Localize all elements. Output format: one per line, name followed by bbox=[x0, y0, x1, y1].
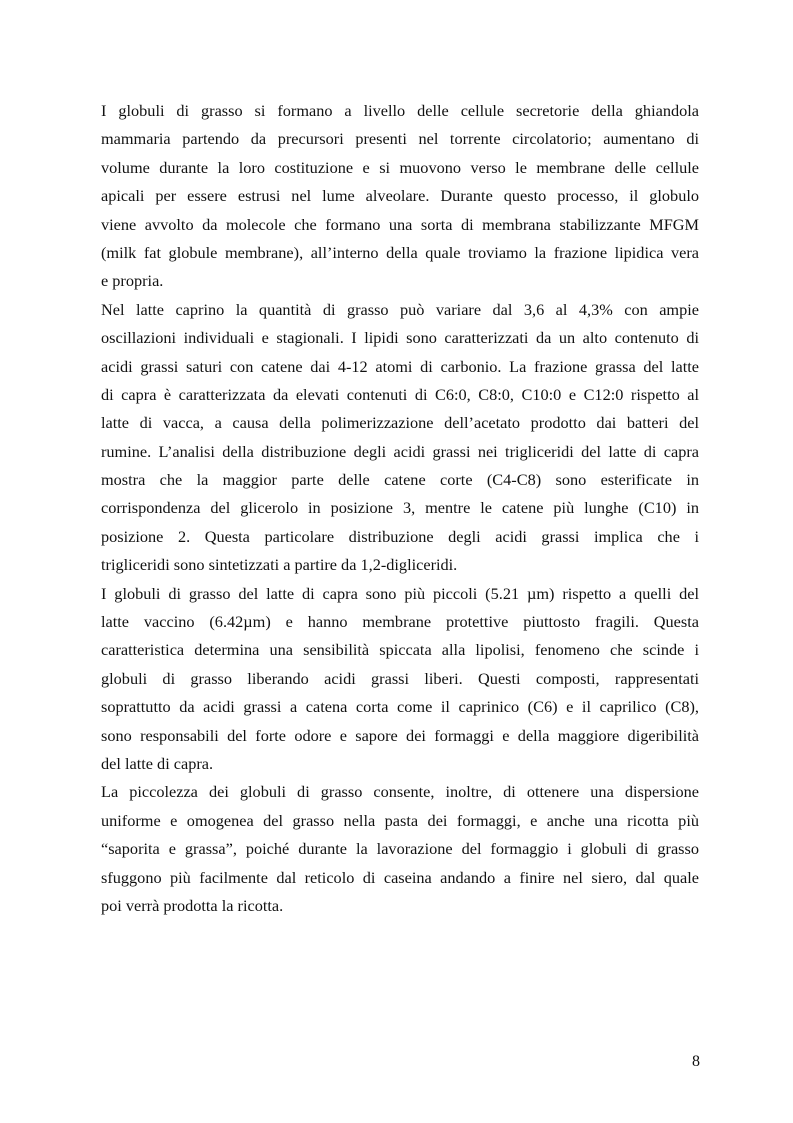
text-line: del latte di capra. bbox=[101, 753, 214, 773]
text-line: sfuggono più facilmente dal reticolo di caseina andando a finire nel siero, dal quale bbox=[101, 867, 699, 887]
text-line: corrispondenza del glicerolo in posizione 3, mentre le catene più lunghe (C10) in bbox=[101, 498, 699, 518]
text-line: Nel latte caprino la quantità di grasso può variare dal 3,6 al 4,3% con ampie bbox=[101, 299, 699, 319]
body-text bbox=[101, 97, 699, 920]
text-line: apicali per essere estrusi nel lume alveolare. Durante questo processo, il globulo bbox=[101, 186, 699, 206]
text-line: trigliceridi sono sintetizzati a partire da 1,2-digliceridi. bbox=[101, 555, 458, 575]
page-number: 8 bbox=[692, 1053, 700, 1070]
text-line: volume durante la loro costituzione e si muovono verso le membrane delle cellule bbox=[101, 157, 699, 177]
text-line: mostra che la maggior parte delle catene corte (C4-C8) sono esterificate in bbox=[101, 470, 699, 490]
text-line: di capra è caratterizzata da elevati contenuti di C6:0, C8:0, C10:0 e C12:0 rispetto al bbox=[101, 384, 699, 404]
text-line: latte vaccino (6.42µm) e hanno membrane protettive piuttosto fragili. Questa bbox=[101, 612, 699, 632]
paragraph-4 bbox=[101, 778, 699, 920]
paragraph-1 bbox=[101, 97, 699, 296]
text-line: (milk fat globule membrane), all’interno della quale troviamo la frazione lipidica vera bbox=[101, 242, 699, 262]
text-line: acidi grassi saturi con catene dai 4-12 atomi di carbonio. La frazione grassa del latte bbox=[101, 356, 699, 376]
paragraph-2 bbox=[101, 296, 699, 580]
text-line: I globuli di grasso si formano a livello delle cellule secretorie della ghiandola bbox=[101, 101, 699, 120]
text-line: uniforme e omogenea del grasso nella pasta dei formaggi, e anche una ricotta più bbox=[101, 810, 699, 830]
text-line: caratteristica determina una sensibilità spiccata alla lipolisi, fenomeno che scinde i bbox=[101, 640, 699, 660]
text-line: La piccolezza dei globuli di grasso consente, inoltre, di ottenere una dispersione bbox=[101, 782, 699, 802]
paragraph-3 bbox=[101, 580, 699, 779]
text-line: sono responsabili del forte odore e sapore dei formaggi e della maggiore digeribilità bbox=[101, 725, 699, 745]
text-line: viene avvolto da molecole che formano una sorta di membrana stabilizzante MFGM bbox=[101, 214, 699, 234]
text-line: poi verrà prodotta la ricotta. bbox=[101, 895, 284, 915]
text-line: soprattutto da acidi grassi a catena corta come il caprinico (C6) e il caprilico (C8), bbox=[101, 697, 699, 717]
text-line: rumine. L’analisi della distribuzione degli acidi grassi nei trigliceridi del latte di capra bbox=[101, 441, 699, 461]
text-line: “saporita e grassa”, poiché durante la lavorazione del formaggio i globuli di grasso bbox=[101, 839, 699, 859]
text-line: oscillazioni individuali e stagionali. I lipidi sono caratterizzati da un alto contenuto di bbox=[101, 328, 699, 348]
text-line: I globuli di grasso del latte di capra sono più piccoli (5.21 µm) rispetto a quelli del bbox=[101, 583, 699, 603]
text-line: latte di vacca, a causa della polimerizzazione dell’acetato prodotto dai batteri del bbox=[101, 413, 699, 433]
text-line: posizione 2. Questa particolare distribuzione degli acidi grassi implica che i bbox=[101, 526, 699, 546]
text-line: globuli di grasso liberando acidi grassi liberi. Questi composti, rappresentati bbox=[101, 668, 699, 688]
text-line: e propria. bbox=[101, 271, 164, 291]
text-line: mammaria partendo da precursori presenti nel torrente circolatorio; aumentano di bbox=[101, 129, 699, 149]
